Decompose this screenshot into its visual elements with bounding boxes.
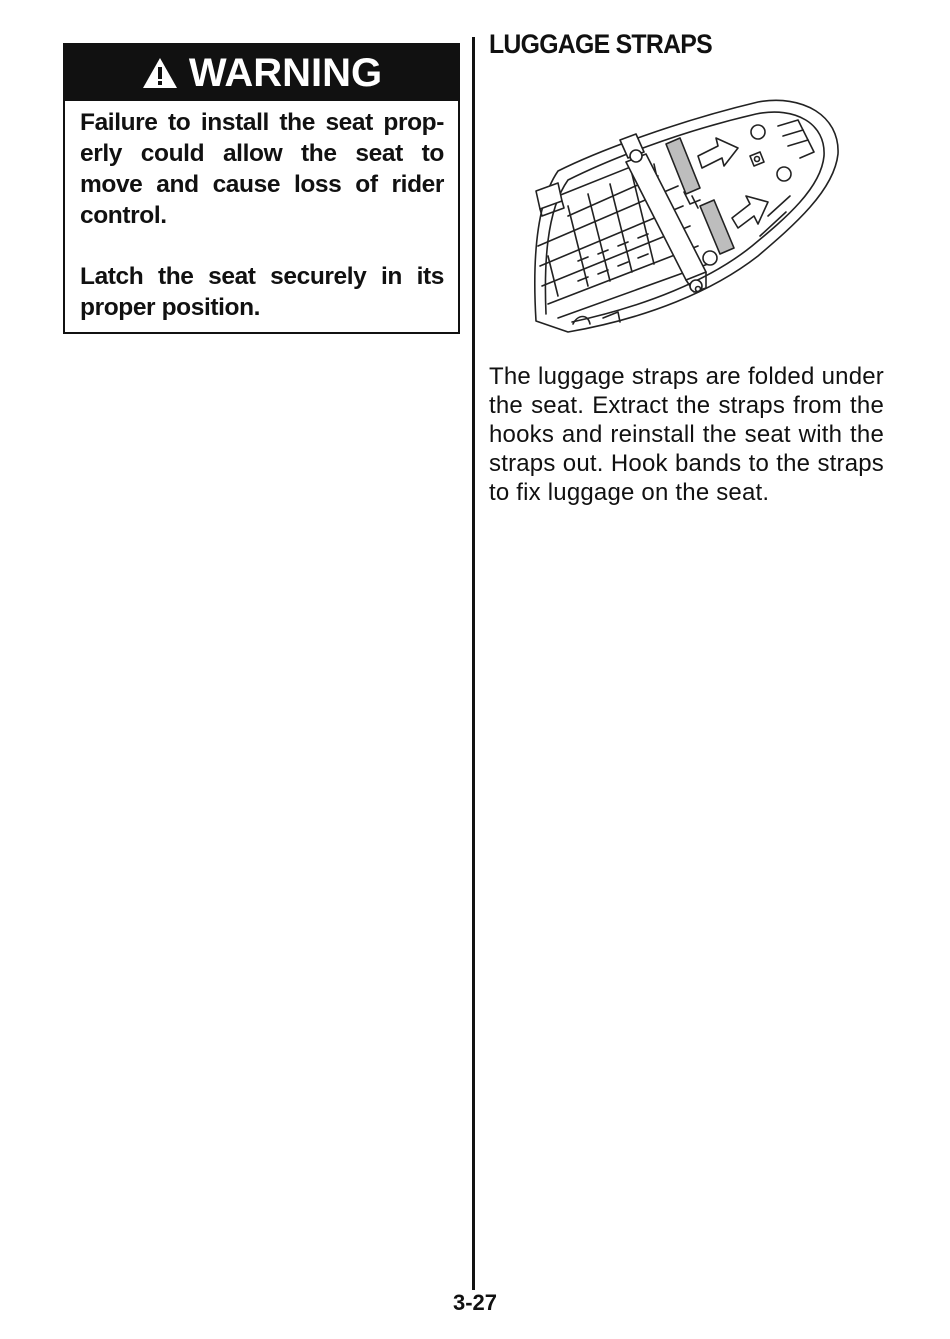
section-body-text: The luggage straps are folded under the seat. Extract the straps from the hooks and reinstall the seat with the straps out. Hook bands to the straps to fix luggage on the seat.	[489, 363, 884, 506]
section-heading: LUGGAGE STRAPS	[489, 29, 712, 59]
warning-title: WARNING	[188, 51, 383, 95]
warning-paragraph: Failure to install the seat prop-erly could allow the seat to move and cause loss of rider control.	[80, 109, 444, 229]
column-divider	[472, 37, 475, 1290]
seat-underside-illustration	[528, 96, 843, 336]
warning-box	[63, 43, 460, 334]
page-number: 3-27	[452, 1290, 498, 1315]
warning-triangle-icon	[141, 56, 179, 90]
warning-paragraph: Latch the seat securely in its proper position.	[80, 263, 444, 321]
warning-header	[65, 45, 458, 101]
warning-body	[65, 101, 458, 323]
